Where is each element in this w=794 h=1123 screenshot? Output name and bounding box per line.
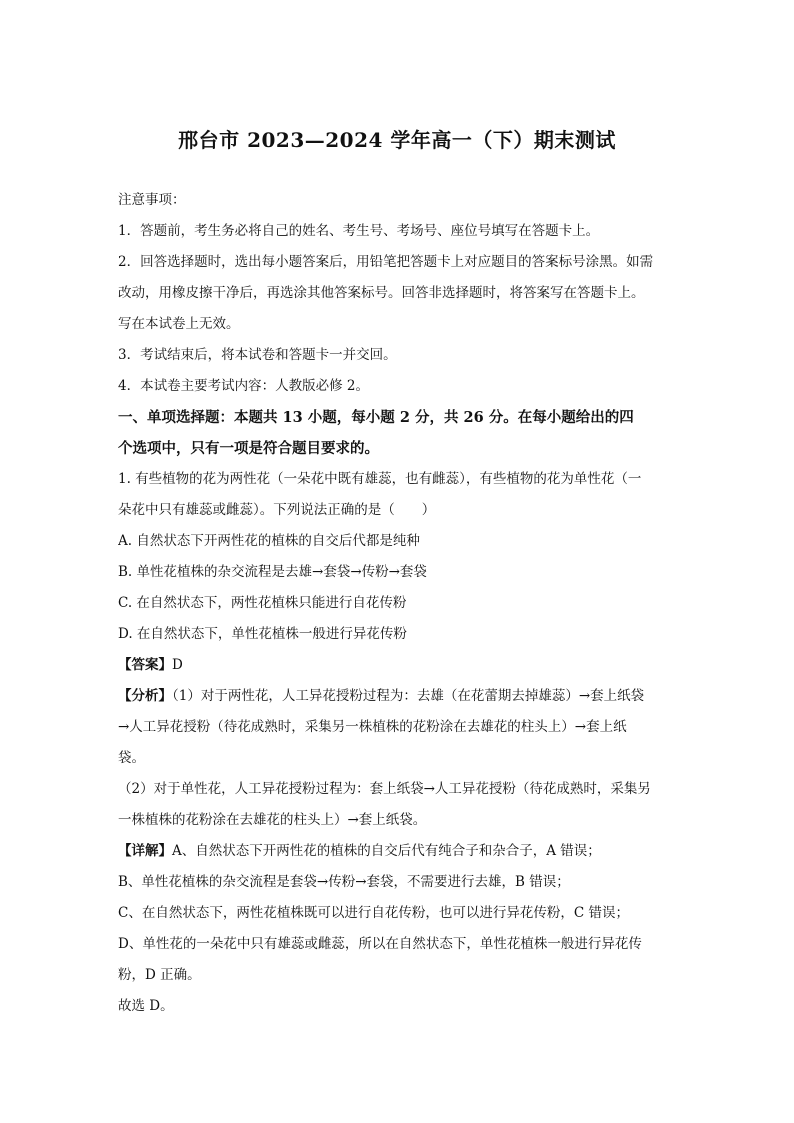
note-item-3: 3．考试结束后，将本试卷和答题卡一并交回。 xyxy=(118,347,397,363)
analysis-line-1 xyxy=(118,681,678,712)
option-a: A. 自然状态下开两性花的植株的自交后代都是纯种 xyxy=(118,533,420,549)
answer-line xyxy=(118,650,678,681)
section-heading-line-1: 一、单项选择题：本题共 13 小题，每小题 2 分，共 26 分。在每小题给出的四 xyxy=(118,409,634,426)
detail-line-5: 粉，D 正确。 xyxy=(118,967,201,983)
detail-line-1 xyxy=(118,836,678,867)
option-d: D. 在自然状态下，单性花植株一般进行异花传粉 xyxy=(118,626,407,642)
note-item-2-cont: 改动，用橡皮擦干净后，再选涂其他答案标号。回答非选择题时，将答案写在答题卡上。 xyxy=(118,285,645,301)
note-item-4: 4．本试卷主要考试内容：人教版必修 2。 xyxy=(118,378,369,394)
notes-heading: 注意事项： xyxy=(118,192,186,208)
note-item-2-end: 写在本试卷上无效。 xyxy=(118,316,240,332)
analysis-text-1: （1）对于两性花，人工异花授粉过程为：去雄（在花蕾期去掉雄蕊）→套上纸袋 xyxy=(172,688,645,704)
analysis-line-3: 袋。 xyxy=(118,750,145,766)
question-stem-line-2: 朵花中只有雄蕊或雌蕊）。下列说法正确的是（ ） xyxy=(118,502,436,518)
document-title: 邢台市 2023—2024 学年高一（下）期末测试 xyxy=(178,128,616,152)
note-item-2: 2．回答选择题时，选出每小题答案后，用铅笔把答题卡上对应题目的答案标号涂黑。如需 xyxy=(118,254,654,270)
detail-line-2: B、单性花植株的杂交流程是套袋→传粉→套袋，不需要进行去雄，B 错误； xyxy=(118,874,570,890)
option-b: B. 单性花植株的杂交流程是去雄→套袋→传粉→套袋 xyxy=(118,564,427,580)
analysis-line-5: 一株植株的花粉涂在去雄花的柱头上）→套上纸袋。 xyxy=(118,812,427,828)
analysis-line-2: →人工异花授粉（待花成熟时，采集另一株植株的花粉涂在去雄花的柱头上）→套上纸 xyxy=(118,719,627,735)
answer-value: D xyxy=(172,657,183,673)
detail-line-3: C、在自然状态下，两性花植株既可以进行自花传粉，也可以进行异花传粉，C 错误； xyxy=(118,905,629,921)
question-stem-line-1: 1. 有些植物的花为两性花（一朵花中既有雄蕊，也有雌蕊），有些植物的花为单性花（一 xyxy=(118,471,642,487)
answer-label: 【答案】 xyxy=(118,657,172,673)
conclusion-line: 故选 D。 xyxy=(118,998,174,1014)
detail-label: 【详解】 xyxy=(118,843,172,859)
note-item-1: 1．答题前，考生务必将自己的姓名、考生号、考场号、座位号填写在答题卡上。 xyxy=(118,223,600,239)
detail-text-1: A、自然状态下开两性花的植株的自交后代有纯合子和杂合子，A 错误； xyxy=(172,843,601,859)
detail-line-4: D、单性花的一朵花中只有雄蕊或雌蕊，所以在自然状态下，单性花植株一般进行异花传 xyxy=(118,936,642,952)
section-heading-line-2: 个选项中，只有一项是符合题目要求的。 xyxy=(118,440,379,457)
analysis-label: 【分析】 xyxy=(118,688,172,704)
option-c: C. 在自然状态下，两性花植株只能进行自花传粉 xyxy=(118,595,407,611)
document-body xyxy=(118,185,678,1022)
analysis-line-4: （2）对于单性花，人工异花授粉过程为：套上纸袋→人工异花授粉（待花成熟时，采集另 xyxy=(118,781,651,797)
